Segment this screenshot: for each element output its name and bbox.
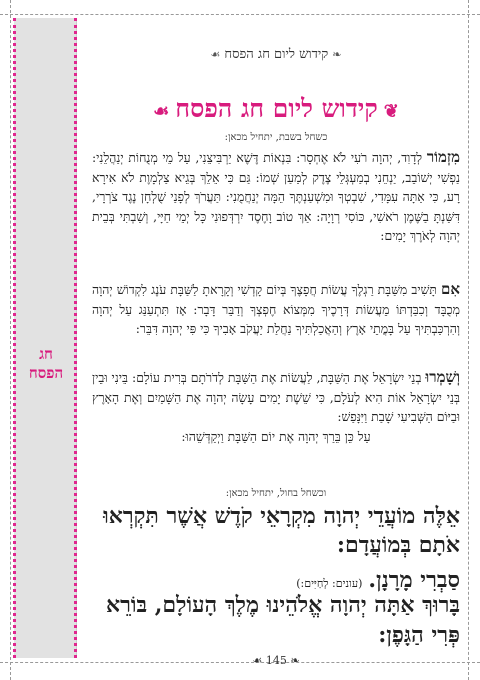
ornament-icon: ☙: [210, 48, 221, 61]
side-tab: [14, 18, 77, 658]
savri-text: סַבְרִי מָרָנָן.: [368, 567, 460, 593]
kiddush-line-bracha: בָּרוּךְ אַתָּה יְהוָה אֱלֹהֵינוּ מֶלֶךְ הָעוֹלָם, בּוֹרֵא פְּרִי הַגָּפֶן:: [105, 592, 460, 648]
paragraph-mizmor: [92, 148, 460, 246]
ornament-icon: ❧: [290, 654, 300, 667]
crop-mark-top: [0, 14, 480, 15]
ornament-icon: ☙: [252, 654, 263, 667]
side-label-line1: חג: [39, 345, 53, 363]
page-title-text: קידוש ליום חג הפסח: [175, 94, 378, 123]
page-number-text: 145: [265, 654, 287, 667]
paragraph-text: בְנֵי יִשְׂרָאֵל אֶת הַשַּׁבָּת, לַעֲשׂוֹת אֶת הַשַּׁבָּת לְדֹרֹתָם בְּרִית עוֹלָם: בֵּינִי וּבֵין בְּנֵי יִשְׂרָאֵל אוֹת הִיא לְעֹלָם, כִּי שֵׁשֶׁת יָמִים עָשָׂה יְהוָה אֶת הַשָּׁמַיִם וְאֶת הָאָרֶץ וּבַיּוֹם הַשְּׁבִיעִי שָׁבַת וַיִּנָּפַשׁ:: [92, 370, 460, 424]
page-number: [92, 654, 460, 667]
paragraph-veshamru: [92, 368, 460, 446]
savri-response: (עונים: לְחַיִּים:): [296, 577, 363, 590]
running-header: [92, 46, 460, 62]
dotted-border-right: [74, 18, 77, 658]
swirl-ornament-icon: ☙: [153, 101, 170, 122]
swirl-ornament-icon: ❦: [383, 101, 399, 122]
instruction-weekday: וכשחל בחול, יתחיל מכאן:: [225, 488, 327, 499]
paragraph-lead-word: אִם: [441, 280, 460, 298]
paragraph-text: תָּשִׁיב מִשַּׁבָּת רַגְלֶךָ עֲשׂוֹת חֲפָצֶךָ בְּיוֹם קָדְשִׁי וְקָרָאתָ לַשַּׁבָּת עֹנֶג לִקְדוֹשׁ יְהוָה מְכֻבָּד וְכִבַּדְתּוֹ מֵעֲשׂוֹת דְּרָכֶיךָ מִמְּצוֹא חֶפְצְךָ וְדַבֵּר דָּבָר: אָז תִּתְעַנַּג עַל יְהוָה וְהִרְכַּבְתִּיךָ עַל בָּמֳתֵי אָרֶץ וְהַאֲכַלְתִּיךָ נַחֲלַת יַעֲקֹב אָבִיךָ כִּי פִּי יְהוָה דִּבֵּר:: [92, 282, 460, 336]
kiddush-line-ele-moadei: אֵלֶּה מוֹעֲדֵי יְהוָה מִקְרָאֵי קֹדֶשׁ אֲשֶׁר תִּקְרְאוּ אֹתָם בְּמוֹעֲדָם:: [103, 503, 460, 558]
crop-mark-left: [10, 0, 11, 680]
side-label-line2: הפסח: [28, 364, 64, 382]
ornament-icon: ❧: [332, 48, 342, 61]
paragraph-im-tashiv: [92, 280, 460, 339]
paragraph-text: לְדָוִד, יְהוָה רֹעִי לֹא אֶחְסָר: בִּנְאוֹת דֶּשֶׁא יַרְבִּיצֵנִי, עַל מֵי מְנֻחוֹת יְנַהֲלֵנִי: נַפְשִׁי יְשׁוֹבֵב, יַנְחֵנִי בְמַעְגְּלֵי צֶדֶק לְמַעַן שְׁמוֹ: גַּם כִּי אֵלֵךְ בְּגֵיא צַלְמָוֶת לֹא אִירָא רָע, כִּי אַתָּה עִמָּדִי, שִׁבְטְךָ וּמִשְׁעַנְתֶּךָ הֵמָּה יְנַחֲמֻנִי: תַּעֲרֹךְ לְפָנַי שֻׁלְחָן נֶגֶד צֹרְרָי, דִּשַּׁנְתָּ בַשֶּׁמֶן רֹאשִׁי, כּוֹסִי רְוָיָה: אַךְ טוֹב וָחֶסֶד יִרְדְּפוּנִי כָּל יְמֵי חַיָּי, וְשַׁבְתִּי בְּבֵית יְהוָה לְאֹרֶךְ יָמִים:: [92, 150, 460, 243]
content-area: [92, 18, 460, 667]
dotted-border-left: [13, 18, 16, 658]
paragraph-lead-word: מִזְמוֹר: [426, 148, 460, 166]
side-tab-label: [18, 345, 74, 383]
page-title: [92, 94, 460, 124]
paragraph-lead-word: וְשָׁמְרוּ: [425, 368, 460, 386]
running-header-text: קידוש ליום חג הפסח: [224, 47, 329, 62]
paragraph-closing-line: עַל כֵּן בֵּרַךְ יְהוָה אֶת יוֹם הַשַּׁבָּת וַיְקַדְּשֵׁהוּ:: [181, 428, 371, 444]
crop-mark-right: [468, 0, 469, 680]
instruction-shabbat: כשחל בשבת, יתחיל מכאן:: [224, 132, 328, 143]
